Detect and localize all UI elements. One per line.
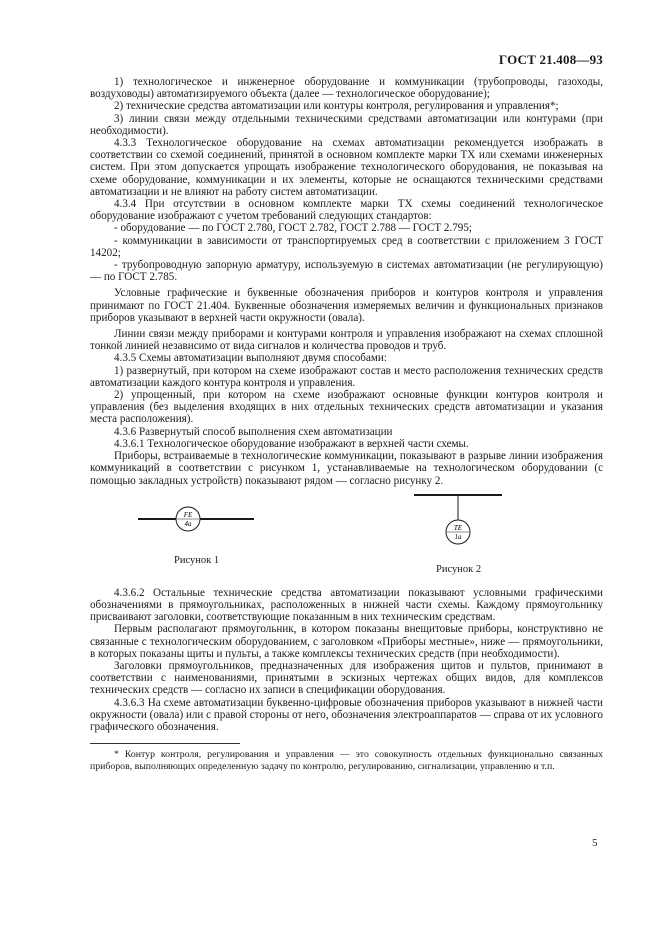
paragraph: 4.3.3 Технологическое оборудование на схемах автоматизации рекомендуется изображать в соответствии со схемой соединений, принятой в основном комплекте марки ТХ или схемами инженерных систем. При этом допускается упрощать изображение технологического оборудования, не показывая на схеме оборудование, коммуникации и их элементы, которые не оснащаются техническими средствами автоматизации и не влияют на работу систем автоматизации. — [90, 137, 603, 198]
page-number: 5 — [592, 837, 598, 849]
figure-2-drawing — [408, 487, 528, 567]
paragraph: 4.3.4 При отсутствии в основном комплекте марки ТХ схемы соединений технологическое оборудование изображают с учетом требований следующих стандартов: — [90, 198, 603, 223]
document-header: ГОСТ 21.408—93 — [498, 52, 603, 67]
paragraph: - оборудование — по ГОСТ 2.780, ГОСТ 2.782, ГОСТ 2.788 — ГОСТ 2.795; — [114, 222, 472, 235]
paragraph: Первым располагают прямоугольник, в котором показаны внещитовые приборы, конструктивно не связанные с технологическим оборудованием, с заголовком «Приборы местные», ниже — прямоугольники, в которых показаны щиты и пульты, а также комплексы технических средств (при необходимости). — [90, 623, 603, 660]
paragraph: - коммуникации в зависимости от транспортируемых сред в соответствии с приложением 3 ГОСТ 14202; — [90, 234, 603, 259]
paragraph: 4.3.6.2 Остальные технические средства автоматизации показывают условными графическими обозначениями в прямоугольниках, расположенных в нижней части схемы. Каждому прямоугольнику присваивают заголовки, соответствующие показанным в них техническим средствам. — [90, 586, 603, 624]
document-body — [90, 76, 603, 772]
paragraph: 3) линии связи между отдельными техническими средствами автоматизации или контурами (при необходимости). — [90, 112, 603, 137]
paragraph: 1) технологическое и инженерное оборудование и коммуникации (трубопроводы, газоходы, воздуховоды) автоматизируемого объекта (далее — технологическое оборудование); — [90, 76, 603, 101]
figure-2-caption: Рисунок 2 — [436, 563, 482, 575]
figure-1-bottom-label: 4а — [184, 519, 192, 528]
paragraph: 4.3.5 Схемы автоматизации выполняют двумя способами: — [114, 352, 387, 365]
figure-1-caption: Рисунок 1 — [174, 554, 220, 566]
paragraph: Заголовки прямоугольников, предназначенных для изображения щитов и пультов, принимают в соответствии с наименованиями, принятыми в эскизных чертежах общих видов, для комплексов технических средств — согласно их записи в спецификации оборудования. — [90, 659, 603, 697]
paragraph: 1) развернутый, при котором на схеме изображают состав и место расположения технических средств автоматизации каждого контура контроля и управления. — [90, 364, 603, 389]
figure-1-drawing — [138, 499, 258, 559]
paragraph: 4.3.6.3 На схеме автоматизации буквенно-цифровые обозначения приборов указывают в нижней части окружности (овала) или с правой стороны от него, обозначения электроаппаратов — справа от их условного графического обозначения. — [90, 696, 603, 733]
paragraph: Приборы, встраиваемые в технологические коммуникации, показывают в разрыве линии изображения коммуникаций в соответствии с рисунком 1, устанавливаемые на технологическом оборудовании (с помощью закладных устройств) показывают рядом — согласно рисунку 2. — [90, 450, 603, 487]
figure-2-bottom-label: 1а — [454, 532, 462, 541]
figure-1-top-label: FE — [183, 510, 193, 519]
paragraph: 2) упрощенный, при котором на схеме изображают основные функции контуров контроля и управления (без выделения входящих в них отдельных технических средств автоматизации и указания места расположения). — [90, 389, 603, 426]
footnote-divider — [90, 743, 240, 744]
figure-2-top-label: TE — [453, 523, 463, 532]
paragraph: - трубопроводную запорную арматуру, используемую в системах автоматизации (не регулирующую) — по ГОСТ 2.785. — [90, 259, 603, 284]
figures-area — [90, 487, 603, 587]
paragraph: 4.3.6 Развернутый способ выполнения схем автоматизации — [114, 425, 393, 438]
footnote: * Контур контроля, регулирования и управления — это совокупность отдельных функционально связанных приборов, выполняющих определенную задачу по контролю, регулированию, сигнализации, управлению и т.п. — [90, 749, 603, 772]
paragraph: 2) технические средства автоматизации или контуры контроля, регулирования и управления*; — [114, 100, 559, 113]
paragraph: 4.3.6.1 Технологическое оборудование изображают в верхней части схемы. — [114, 437, 469, 450]
paragraph: Условные графические и буквенные обозначения приборов и контуров контроля и управления принимают по ГОСТ 21.404. Буквенные обозначения измеряемых величин и функциональных признаков приборов указывают в верхней части окружности (овала). — [90, 287, 603, 324]
paragraph: Линии связи между приборами и контурами контроля и управления изображают на схемах сплошной тонкой линией независимо от вида сигналов и количества проводов и труб. — [90, 328, 603, 353]
